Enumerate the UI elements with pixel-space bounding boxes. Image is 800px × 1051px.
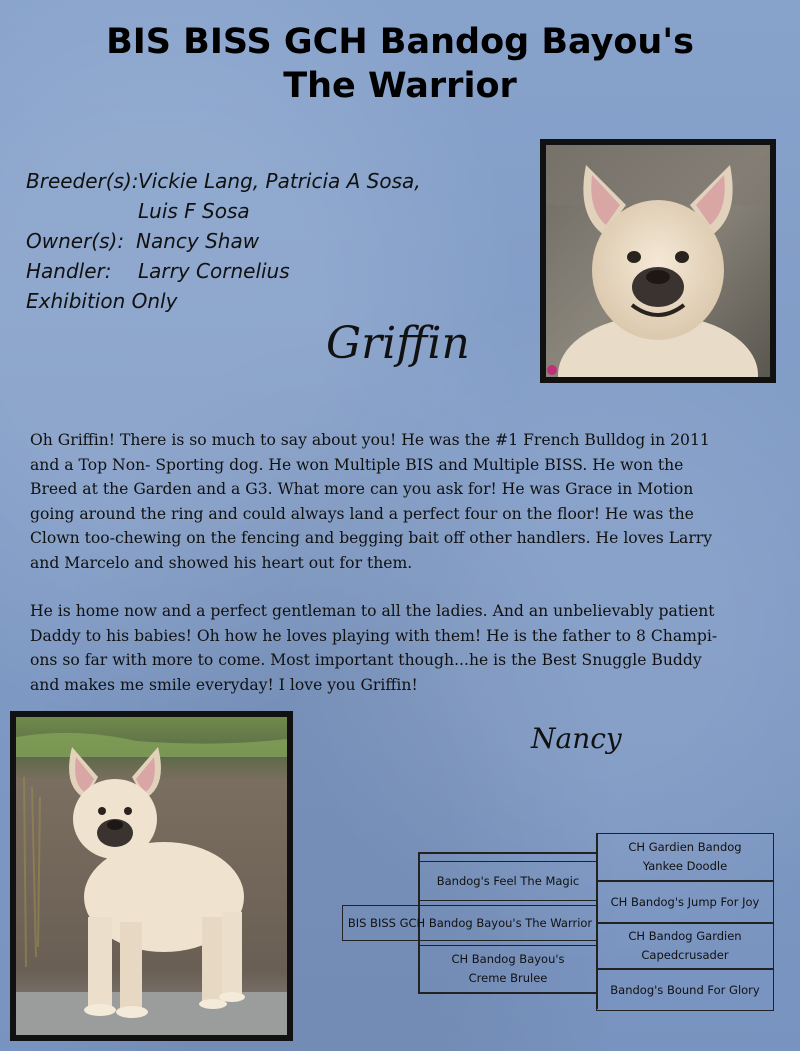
owners-value: Nancy Shaw — [136, 229, 260, 253]
credits-block — [26, 166, 421, 316]
handler-label: Handler: — [26, 259, 112, 283]
pedigree-subject: BIS BISS GCH Bandog Bayou's The Warrior — [342, 905, 598, 941]
breeders-value: Vickie Lang, Patricia A Sosa, — [138, 169, 421, 193]
pedigree-dam-sire: CH Bandog Gardien Capedcrusader — [596, 923, 774, 969]
pedigree-dam-dam: Bandog's Bound For Glory — [596, 969, 774, 1011]
story-line: Oh Griffin! There is so much to say about you! He was the #1 French Bulldog in 2011 — [30, 431, 710, 449]
title-line-2: The Warrior — [283, 66, 517, 106]
story-line: ons so far with more to come. Most important though...he is the Best Snuggle Buddy — [30, 651, 702, 669]
breeders-label: Breeder(s): — [26, 169, 139, 193]
story-line: Clown too-chewing on the fencing and begging bait off other handlers. He loves Larry — [30, 529, 713, 547]
story-line: and a Top Non- Sporting dog. He won Multiple BIS and Multiple BISS. He won the — [30, 455, 684, 474]
nickname: Griffin — [326, 318, 470, 369]
story-paragraph-2 — [30, 599, 780, 697]
pedigree-sire-dam: CH Bandog's Jump For Joy — [596, 881, 774, 923]
pedigree-connector — [418, 852, 596, 854]
exhibition-note: Exhibition Only — [26, 289, 178, 313]
standing-dog-image — [16, 717, 287, 1035]
page-title — [0, 20, 800, 108]
head-portrait-photo — [540, 139, 776, 383]
story-line: Breed at the Garden and a G3. What more can you ask for! He was Grace in Motion — [30, 480, 694, 498]
signature: Nancy — [531, 722, 622, 755]
pedigree-sire-sire: CH Gardien Bandog Yankee Doodle — [596, 833, 774, 881]
pedigree-sire: Bandog's Feel The Magic — [418, 861, 598, 901]
story-line: and Marcelo and showed his heart out for them. — [30, 553, 413, 572]
title-line-1: BIS BISS GCH Bandog Bayou's — [106, 22, 694, 62]
breeders-value-continued: Luis F Sosa — [138, 199, 250, 223]
standing-dog-photo — [10, 711, 293, 1041]
story-text — [30, 428, 780, 721]
pedigree-dam: CH Bandog Bayou's Creme Brulee — [418, 945, 598, 993]
story-line: He is home now and a perfect gentleman to all the ladies. And an unbelievably patient — [30, 602, 715, 620]
owners-label: Owner(s): — [26, 229, 125, 253]
story-line: Daddy to his babies! Oh how he loves playing with them! He is the father to 8 Champi- — [30, 626, 718, 645]
story-paragraph-1 — [30, 428, 780, 575]
story-line: going around the ring and could always land a perfect four on the floor! He was the — [30, 504, 694, 523]
story-line: and makes me smile everyday! I love you Griffin! — [30, 675, 418, 694]
head-portrait-image — [546, 145, 770, 377]
handler-value: Larry Cornelius — [138, 259, 290, 283]
